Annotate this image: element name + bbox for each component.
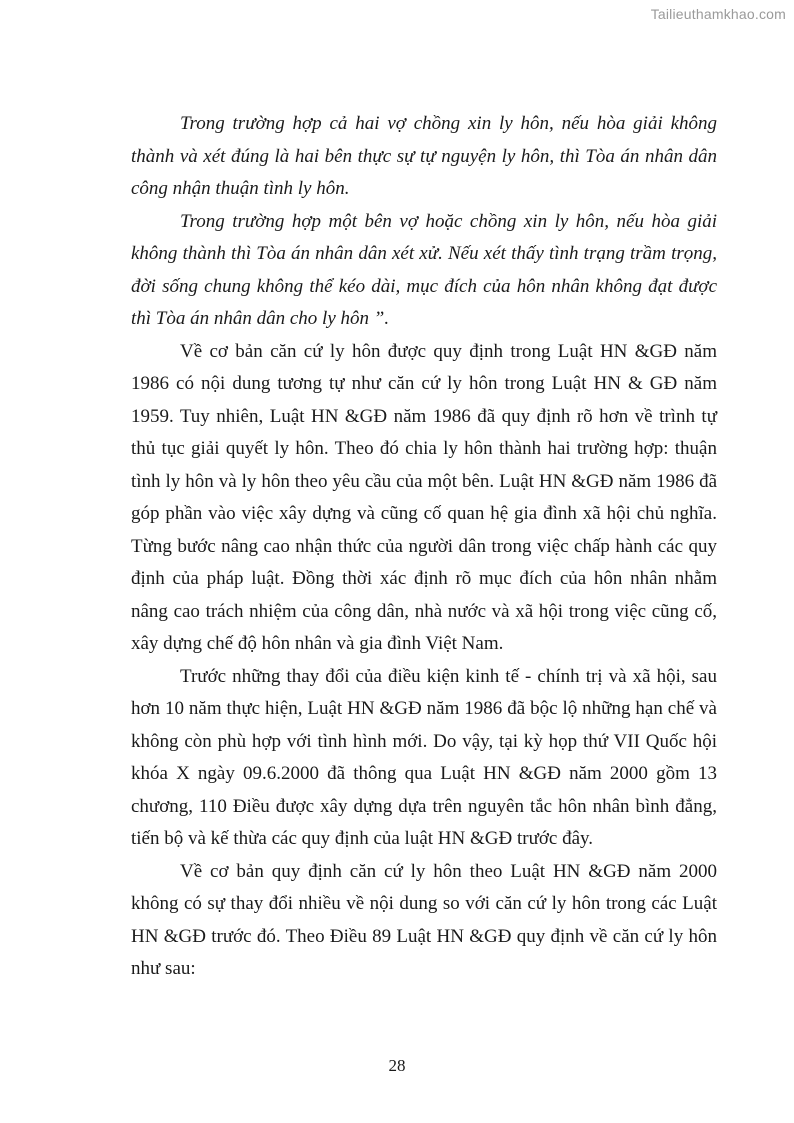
watermark-text: Tailieuthamkhao.com <box>650 6 786 22</box>
paragraph-quote-2: Trong trường hợp một bên vợ hoặc chồng xin ly hôn, nếu hòa giải không thành thì Tòa án nhân dân xét xử. Nếu xét thấy tình trạng trầm trọng, đời sống chung không thể kéo dài, mục đích của hôn nhân không đạt được thì Tòa án nhân dân cho ly hôn ”. <box>131 210 717 329</box>
paragraph-article-89: Về cơ bản quy định căn cứ ly hôn theo Luật HN &GĐ năm 2000 không có sự thay đổi nhiều về nội dung so với căn cứ ly hôn trong các Luật HN &GĐ trước đó. Theo Điều 89 Luật HN &GĐ quy định về căn cứ ly hôn như sau: <box>131 860 717 979</box>
paragraph-2000-law: Trước những thay đổi của điều kiện kinh tế - chính trị và xã hội, sau hơn 10 năm thực hiện, Luật HN &GĐ năm 1986 đã bộc lộ những hạn chế và không còn phù hợp với tình hình mới. Do vậy, tại kỳ họp thứ VII Quốc hội khóa X ngày 09.6.2000 đã thông qua Luật HN &GĐ năm 2000 gồm 13 chương, 110 Điều được xây dựng dựa trên nguyên tắc hôn nhân bình đẳng, tiến bộ và kế thừa các quy định của luật HN &GĐ trước đây. <box>131 665 717 849</box>
paragraph-quote-1: Trong trường hợp cả hai vợ chồng xin ly hôn, nếu hòa giải không thành và xét đúng là hai bên thực sự tự nguyện ly hôn, thì Tòa án nhân dân công nhận thuận tình ly hôn. <box>131 113 717 199</box>
paragraph-1986-law: Về cơ bản căn cứ ly hôn được quy định trong Luật HN &GĐ năm 1986 có nội dung tương tự như căn cứ ly hôn trong Luật HN & GĐ năm 1959. Tuy nhiên, Luật HN &GĐ năm 1986 đã quy định rõ hơn về trình tự thủ tục giải quyết ly hôn. Theo đó chia ly hôn thành hai trường hợp: thuận tình ly hôn và ly hôn theo yêu cầu của một bên. Luật HN &GĐ năm 1986 đã góp phần vào việc xây dựng và cũng cố quan hệ gia đình xã hội chủ nghĩa. Từng bước nâng cao nhận thức của người dân trong việc chấp hành các quy định của pháp luật. Đồng thời xác định rõ mục đích của hôn nhân nhằm nâng cao trách nhiệm của công dân, nhà nước và xã hội trong việc cũng cố, xây dựng chế độ hôn nhân và gia đình Việt Nam. <box>131 340 717 654</box>
document-body <box>131 108 717 986</box>
page-number: 28 <box>388 1056 406 1075</box>
